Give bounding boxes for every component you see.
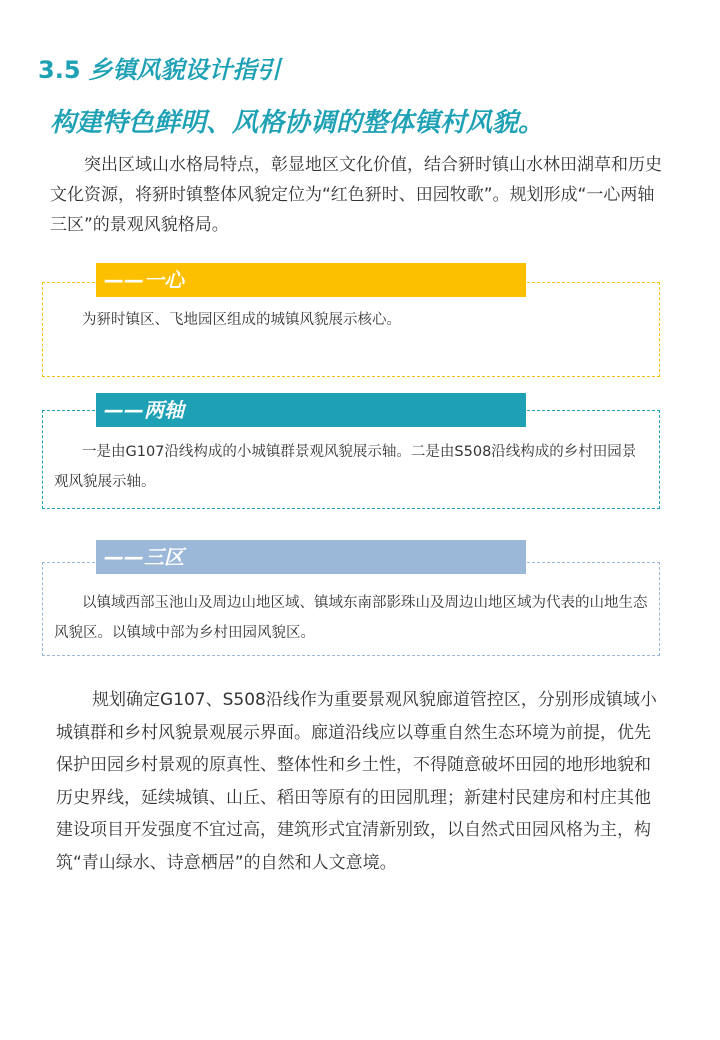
card-title: ——两轴 [96, 393, 526, 427]
intro-paragraph: 突出区域山水格局特点，彰显地区文化价值，结合豜时镇山水林田湖草和历史文化资源，将豜时镇整体风貌定位为“红色豜时、田园牧歌”。规划形成“一心两轴三区”的景观风貌格局。 [50, 155, 662, 235]
card-title: ——三区 [96, 540, 526, 574]
card-text: 一是由G107沿线构成的小城镇群景观风貌展示轴。二是由S508沿线构成的乡村田园景观风貌展示轴。 [54, 444, 637, 490]
card-one-core [42, 263, 660, 377]
card-three-zones [42, 540, 660, 656]
page-subtitle: 构建特色鲜明、风格协调的整体镇村风貌。 [50, 108, 545, 138]
section-title: 乡镇风貌设计指引 [88, 56, 281, 84]
section-heading [38, 50, 281, 85]
card-two-axes [42, 393, 660, 509]
card-title: ——一心 [96, 263, 526, 297]
card-text: 以镇域西部玉池山及周边山地区域、镇域东南部影珠山及周边山地区域为代表的山地生态风貌区。以镇域中部为乡村田园风貌区。 [54, 595, 648, 641]
card-text: 为豜时镇区、飞地园区组成的城镇风貌展示核心。 [82, 312, 401, 328]
section-number: 3.5 [38, 56, 81, 84]
closing-paragraph: 规划确定G107、S508沿线作为重要景观风貌廊道管控区，分别形成镇域小城镇群和乡村风貌景观展示界面。廊道沿线应以尊重自然生态环境为前提，优先保护田园乡村景观的原真性、整体性和乡土性，不得随意破坏田园的地形地貌和历史界线，延续城镇、山丘、稻田等原有的田园肌理；新建村民建房和村庄其他建设项目开发强度不宜过高，建筑形式宜清新别致，以自然式田园风格为主，构筑“青山绿水、诗意栖居”的自然和人文意境。 [56, 690, 657, 873]
